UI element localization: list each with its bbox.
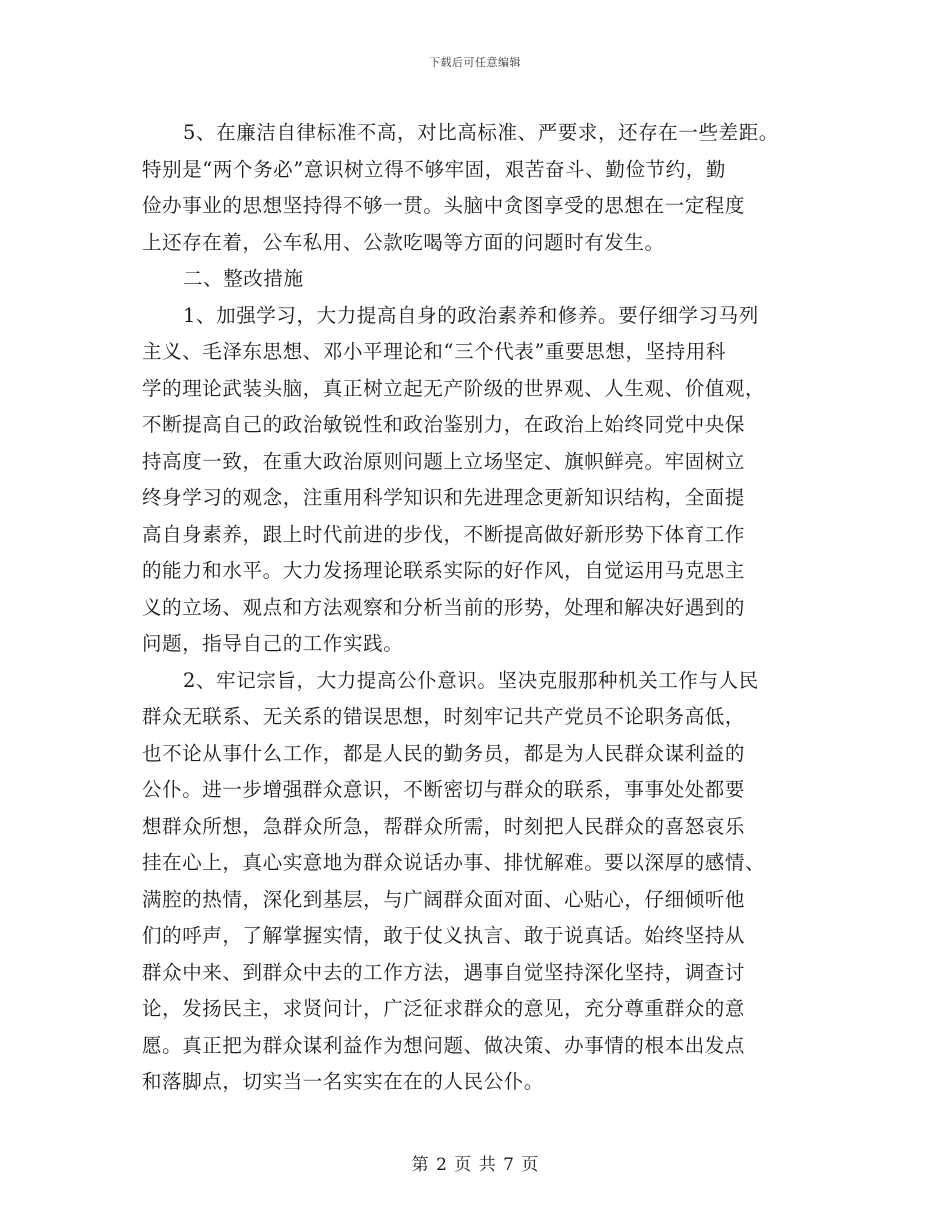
text-line: 群众中来、到群众中去的工作方法，遇事自觉坚持深化坚持，调查讨 [142, 960, 746, 984]
text-line: 愿。真正把为群众谋利益作为想问题、做决策、办事情的根本出发点 [142, 1033, 746, 1057]
text-line: 不断提高自己的政治敏锐性和政治鉴别力，在政治上始终同党中央保 [142, 413, 746, 436]
text-line: 持高度一致，在重大政治原则问题上立场坚定、旗帜鲜亮。牢固树立 [142, 449, 746, 473]
text-line: 俭办事业的思想坚持得不够一贯。头脑中贪图享受的思想在一定程度 [142, 194, 746, 217]
text-line: 也不论从事什么工作，都是人民的勤务员，都是为人民群众谋利益的 [142, 741, 746, 765]
text-line: 2、牢记宗旨，大力提高公仆意识。坚决克服那种机关工作与人民 [183, 668, 759, 692]
text-line: 满腔的热情，深化到基层，与广阔群众面对面、心贴心，仔细倾听他 [142, 887, 746, 911]
text-line: 5、在廉洁自律标准不高，对比高标准、严要求，还存在一些差距。 [183, 121, 779, 144]
text-line: 学的理论武装头脑，真正树立起无产阶级的世界观、人生观、价值观， [142, 376, 766, 400]
text-line: 特别是“两个务必”意识树立得不够牢固，艰苦奋斗、勤俭节约，勤 [142, 157, 726, 181]
text-line: 主义、毛泽东思想、邓小平理论和“三个代表”重要思想，坚持用科 [142, 340, 726, 363]
page-header: 下载后可任意编辑 [429, 56, 521, 69]
text-line: 们的呼声，了解掌握实情，敢于仗义执言、敢于说真话。始终坚持从 [142, 924, 746, 947]
text-line: 挂在心上，真心实意地为群众说话办事、排忧解难。要以深厚的感情、 [142, 851, 766, 874]
text-line: 问题，指导自己的工作实践。 [142, 632, 404, 655]
text-line: 群众无联系、无关系的错误思想，时刻牢记共产党员不论职务高低， [142, 705, 746, 728]
text-line: 论，发扬民主，求贤问计，广泛征求群众的意见，充分尊重群众的意 [142, 997, 746, 1020]
text-line: 想群众所想，急群众所急，帮群众所需，时刻把人民群众的喜怒哀乐 [142, 814, 746, 838]
text-line: 公仆。进一步增强群众意识，不断密切与群众的联系，事事处处都要 [142, 778, 746, 801]
text-line: 1、加强学习，大力提高自身的政治素养和修养。要仔细学习马列 [183, 303, 759, 327]
text-line: 的能力和水平。大力发扬理论联系实际的好作风，自觉运用马克思主 [142, 559, 746, 582]
document-body [142, 115, 810, 1101]
text-line: 和落脚点，切实当一名实实在在的人民公仆。 [142, 1070, 545, 1093]
text-line: 义的立场、观点和方法观察和分析当前的形势，处理和解决好遇到的 [142, 595, 746, 619]
text-line: 上还存在着，公车私用、公款吃喝等方面的问题时有发生。 [142, 230, 665, 254]
section-heading: 二、整改措施 [183, 267, 304, 290]
text-line: 终身学习的观念，注重用科学知识和先进理念更新知识结构，全面提 [142, 486, 746, 509]
text-line: 高自身素养，跟上时代前进的步伐，不断提高做好新形势下体育工作 [142, 522, 746, 546]
page-footer: 第 2 页 共 7 页 [411, 1155, 539, 1175]
